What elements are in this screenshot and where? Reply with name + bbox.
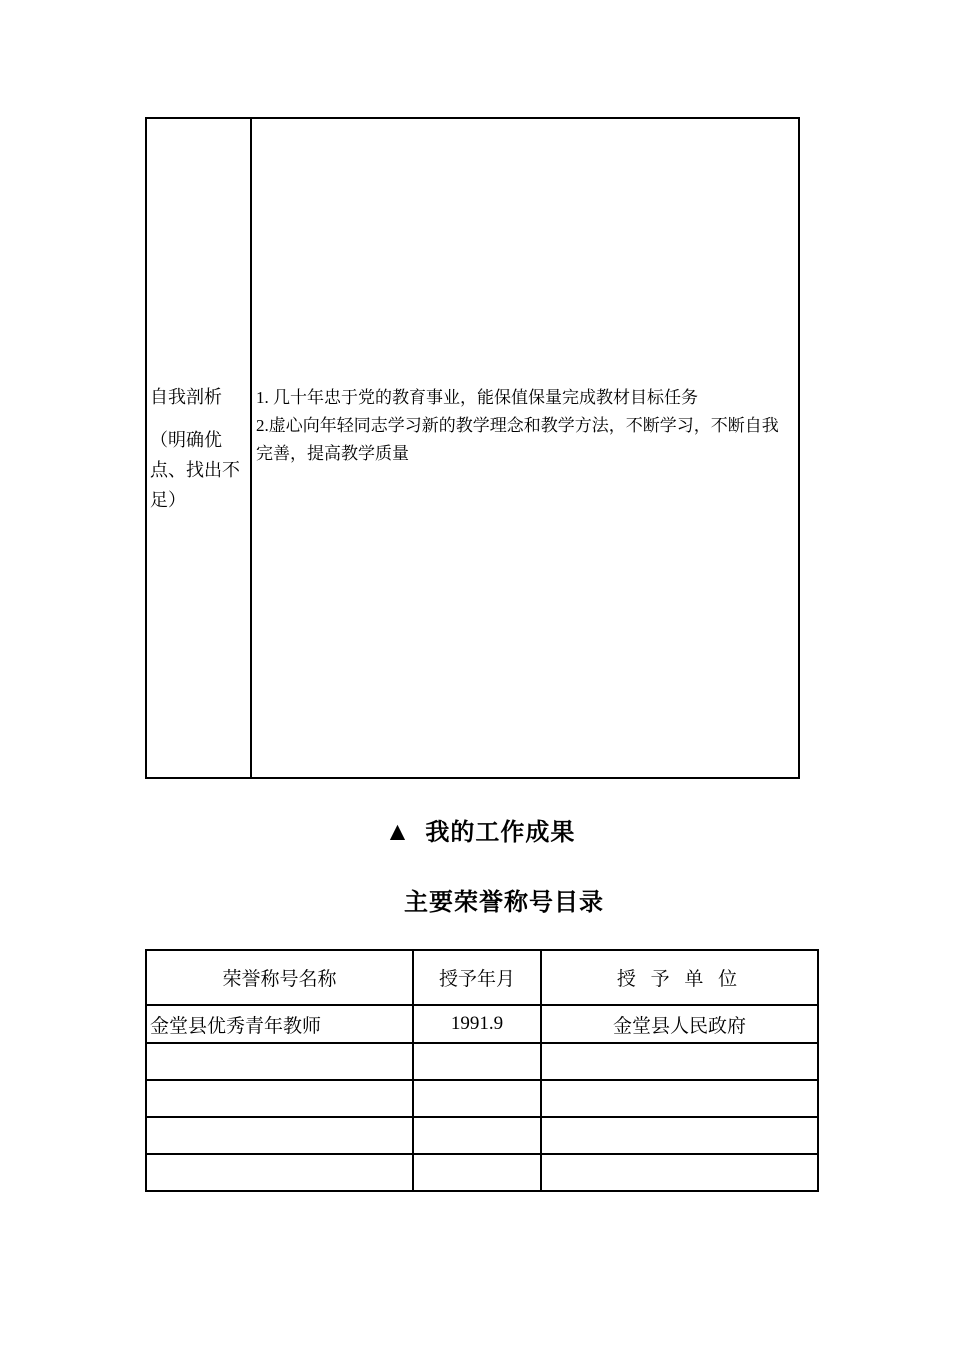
table-row <box>146 1043 818 1080</box>
honors-cell-name <box>146 1043 413 1080</box>
self-analysis-label-title: 自我剖析 <box>150 386 222 407</box>
honors-cell-unit <box>541 1117 818 1154</box>
honors-cell-unit <box>541 1154 818 1191</box>
honors-table <box>145 949 819 1192</box>
table-row <box>146 1117 818 1154</box>
self-analysis-label-note: （明确优点、找出不足） <box>150 429 240 510</box>
section-subtitle: 主要荣誉称号目录 <box>404 890 604 916</box>
honors-col-title-name: 荣誉称号名称 <box>146 950 413 1005</box>
section-title <box>0 812 960 847</box>
honors-cell-date <box>413 1154 541 1191</box>
table-row <box>146 1080 818 1117</box>
self-analysis-item: 1. 几十年忠于党的教育事业，能保值保量完成教材目标任务 <box>256 387 698 407</box>
triangle-icon: ▲ <box>384 817 412 846</box>
honors-cell-date: 1991.9 <box>413 1005 541 1043</box>
honors-cell-date <box>413 1043 541 1080</box>
honors-cell-unit <box>541 1043 818 1080</box>
honors-header-row <box>146 950 818 1005</box>
honors-col-unit: 授 予 单 位 <box>541 950 818 1005</box>
honors-cell-name <box>146 1154 413 1191</box>
honors-cell-date <box>413 1080 541 1117</box>
honors-cell-name: 金堂县优秀青年教师 <box>146 1005 413 1043</box>
honors-cell-name <box>146 1117 413 1154</box>
honors-cell-unit <box>541 1080 818 1117</box>
self-analysis-content-cell <box>252 119 798 777</box>
self-analysis-item: 2.虚心向年轻同志学习新的教学理念和教学方法，不断学习，不断自我完善，提高教学质量 <box>256 415 779 463</box>
honors-col-date: 授予年月 <box>413 950 541 1005</box>
self-analysis-table <box>145 117 800 779</box>
honors-cell-date <box>413 1117 541 1154</box>
table-row <box>146 1005 818 1043</box>
honors-cell-name <box>146 1080 413 1117</box>
section-title-text: 我的工作成果 <box>425 820 576 846</box>
self-analysis-label-cell <box>147 119 252 777</box>
honors-cell-unit: 金堂县人民政府 <box>541 1005 818 1043</box>
table-row <box>146 1154 818 1191</box>
